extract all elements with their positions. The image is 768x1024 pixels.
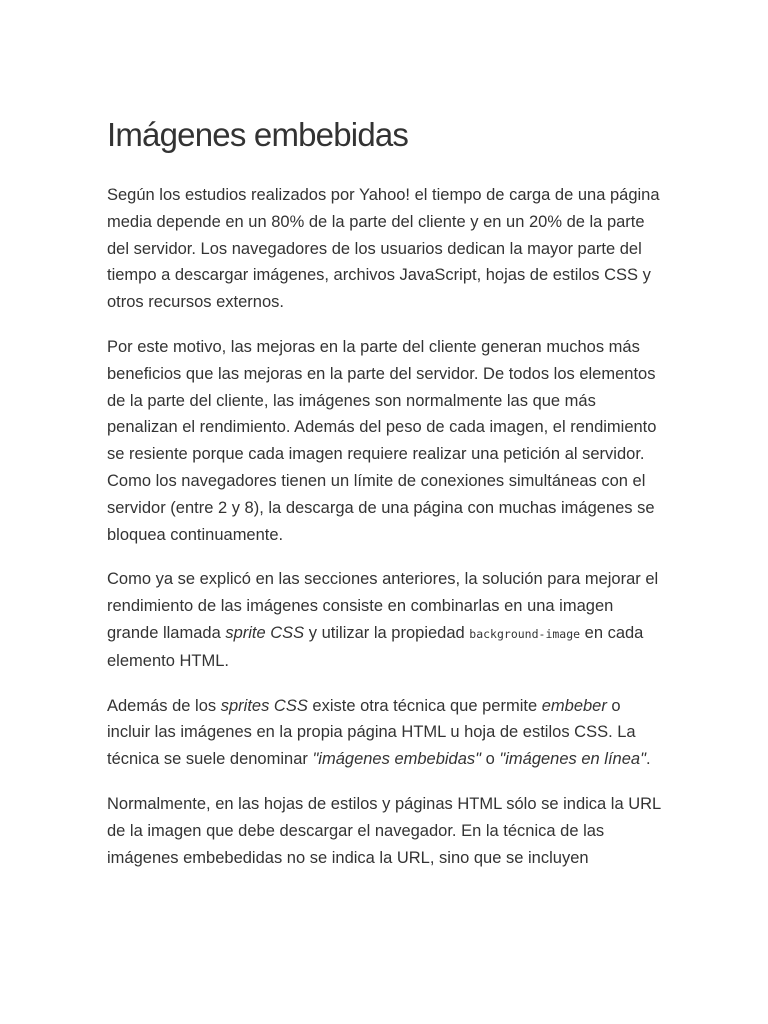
article-body — [107, 182, 667, 889]
sprites-css-term: sprites CSS — [220, 696, 308, 715]
embeber-term: embeber — [541, 696, 607, 715]
paragraph-4-text-4: o — [481, 750, 500, 769]
paragraph-4-text-1: Además de los — [107, 696, 221, 715]
paragraph-4 — [107, 693, 667, 773]
paragraph-5: Normalmente, en las hojas de estilos y páginas HTML sólo se indica la URL de la imagen que debe descargar el navegador. En la técnica de las imágenes embebedidas no se indica la URL, sino que se incluyen — [107, 794, 661, 867]
article-title: Imágenes embebidas — [107, 116, 409, 153]
paragraph-3-text-3: en cada elemento HTML. — [107, 623, 644, 670]
background-image-code: background-image — [469, 626, 581, 641]
paragraph-2: Por este motivo, las mejoras en la parte del cliente generan muchos más beneficios que las mejoras en la parte del servidor. De todos los elementos de la parte del cliente, las imágenes son normalmente las que más penalizan el rendimiento. Además del peso de cada imagen, el rendimiento se resiente porque cada imagen requiere realizar una petición al servidor. Como los navegadores tienen un límite de conexiones simultáneas con el servidor (entre 2 y 8), la descarga de una página con muchas imágenes se bloquea continuamente. — [107, 337, 657, 544]
paragraph-1: Según los estudios realizados por Yahoo! el tiempo de carga de una página media depende en un 80% de la parte del cliente y en un 20% de la parte del servidor. Los navegadores de los usuarios dedican la mayor parte del tiempo a descargar imágenes, archivos JavaScript, hojas de estilos CSS y otros recursos externos. — [107, 186, 660, 312]
paragraph-3-text-1: Como ya se explicó en las secciones anteriores, la solución para mejorar el rendimiento de las imágenes consiste en combinarlas en una imagen grande llamada — [107, 570, 659, 642]
imagenes-en-linea-term: "imágenes en línea" — [499, 750, 646, 769]
imagenes-embebidas-term: "imágenes embebidas" — [312, 750, 482, 769]
paragraph-4-text-3: o incluir las imágenes en la propia página HTML u hoja de estilos CSS. La técnica se suele denominar — [107, 696, 636, 769]
paragraph-3 — [107, 566, 667, 674]
paragraph-4-text-5: . — [645, 750, 651, 769]
paragraph-4-text-2: existe otra técnica que permite — [307, 696, 542, 715]
paragraph-3-text-2: y utilizar la propiedad — [304, 623, 470, 642]
sprite-css-term: sprite CSS — [225, 623, 305, 642]
